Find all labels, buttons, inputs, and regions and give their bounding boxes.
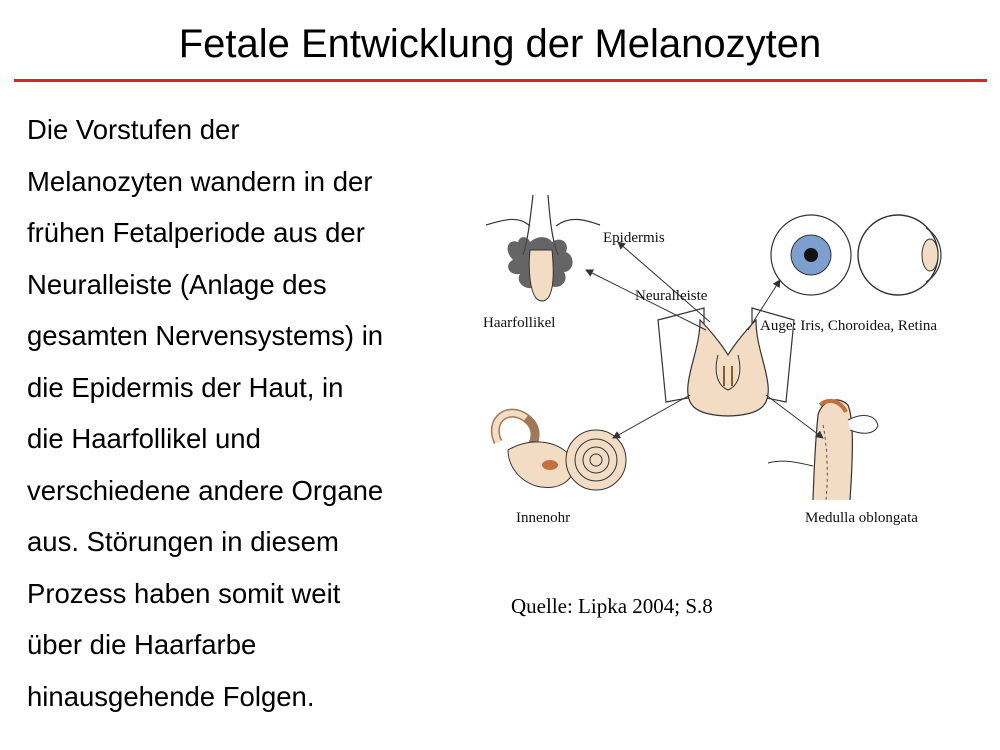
slide-title: Fetale Entwicklung der Melanozyten (178, 22, 822, 66)
body-line: Melanozyten wandern in der (27, 165, 373, 197)
body-line: Neuralleiste (Anlage des (27, 268, 327, 300)
medulla-oblongata-illustration (768, 400, 878, 500)
inner-ear-illustration (495, 413, 626, 490)
body-line: Prozess haben somit weit (27, 577, 341, 609)
body-line: gesamten Nervensystems) in (27, 320, 384, 351)
label-innenohr: Innenohr (516, 510, 571, 526)
label-haarfollikel: Haarfollikel (483, 315, 556, 331)
label-medulla-oblongata: Medulla oblongata (805, 510, 918, 526)
body-line: die Epidermis der Haut, in (27, 371, 344, 403)
body-line: Die Vorstufen der (27, 114, 240, 145)
body-line: hinausgehende Folgen. (27, 680, 315, 712)
body-text (27, 104, 383, 722)
body-line: die Haarfollikel und (27, 423, 261, 454)
label-neuralleiste: Neuralleiste (635, 288, 708, 304)
label-epidermis: Epidermis (603, 230, 665, 246)
label-auge: Auge: Iris, Choroidea, Retina (760, 318, 938, 334)
figure-source: Quelle: Lipka 2004; S.8 (511, 594, 713, 618)
title-divider (14, 79, 987, 82)
body-line: über die Haarfarbe (27, 629, 257, 660)
body-line: verschiedene andere Organe (27, 474, 384, 506)
hair-follicle-illustration (486, 195, 600, 301)
melanocyte-migration-diagram (478, 180, 978, 540)
body-line: frühen Fetalperiode aus der (27, 217, 365, 248)
body-line: aus. Störungen in diesem (27, 526, 339, 557)
eye-illustration (771, 215, 941, 295)
